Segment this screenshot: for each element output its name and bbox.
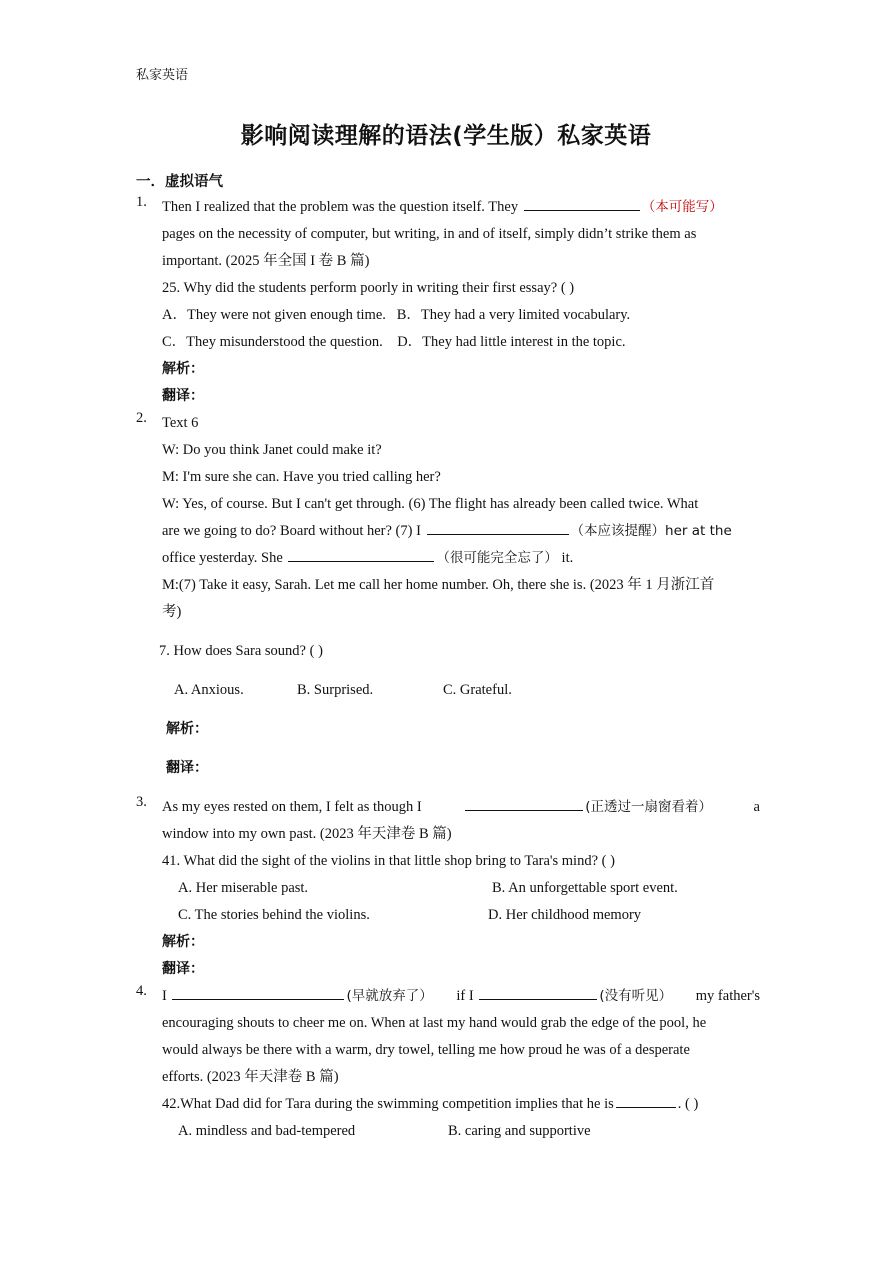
analysis-label: 解析： — [162, 934, 204, 950]
text-line: window into my own past. (2023 年天津卷 B 篇) — [162, 826, 452, 842]
answer-blank — [524, 194, 640, 211]
page-header: 私家英语 — [136, 68, 189, 83]
question-number: 1. — [136, 194, 147, 210]
option-a: A．They were not given enough time. — [162, 307, 386, 323]
text-line: As my eyes rested on them, I felt as though I (正透过一扇窗看着） a — [162, 794, 760, 821]
translation-label: 翻译： — [162, 961, 204, 977]
hint-text: (没有听见） — [599, 988, 673, 1004]
options-row — [178, 902, 760, 929]
question-1 — [136, 194, 760, 410]
answer-blank — [172, 983, 344, 1000]
text-line: M: I'm sure she can. Have you tried calling her? — [162, 469, 441, 485]
option-b: B．They had a very limited vocabulary. — [396, 307, 631, 323]
translation-label: 翻译： — [162, 388, 204, 404]
question-number: 2. — [136, 410, 147, 426]
text-line: W: Do you think Janet could make it? — [162, 442, 382, 458]
option-c: C. Grateful. — [443, 682, 512, 698]
option-a: A. Her miserable past. — [178, 880, 309, 896]
text-line: pages on the necessity of computer, but writing, in and of itself, simply didn’t strike them as — [162, 226, 697, 242]
question-stem: 7. How does Sara sound? ( ) — [159, 643, 323, 659]
question-number: 3. — [136, 794, 147, 810]
hint-text: (早就放弃了） — [346, 988, 433, 1004]
answer-blank — [427, 518, 569, 535]
text-line: office yesterday. She （很可能完全忘了） it. — [162, 545, 760, 572]
options-row — [162, 302, 760, 329]
option-d: D．They had little interest in the topic. — [397, 334, 626, 350]
option-a: A. Anxious. — [174, 682, 244, 698]
hint-text: （很可能完全忘了） — [436, 550, 558, 566]
text-line: Then I realized that the problem was the question itself. They （本可能写） — [162, 194, 760, 221]
options-row — [162, 329, 760, 356]
option-c: C．They misunderstood the question. — [162, 334, 383, 350]
translation-label: 翻译： — [166, 760, 208, 776]
question-stem: 42.What Dad did for Tara during the swimming competition implies that he is . ( ) — [162, 1091, 760, 1118]
answer-blank — [479, 983, 597, 1000]
option-c: C. The stories behind the violins. — [178, 907, 370, 923]
option-b: B. Surprised. — [297, 682, 374, 698]
text-line: M:(7) Take it easy, Sarah. Let me call her home number. Oh, there she is. (2023 年 1 月浙江首 — [162, 577, 715, 593]
options-row — [178, 1118, 760, 1145]
question-4 — [136, 983, 760, 1145]
text-line: Text 6 — [162, 415, 199, 431]
options-row — [178, 875, 760, 902]
question-stem: 25. Why did the students perform poorly in writing their first essay? ( ) — [162, 280, 575, 296]
analysis-label: 解析： — [166, 721, 208, 737]
question-2 — [136, 410, 760, 782]
option-a: A. mindless and bad-tempered — [178, 1123, 356, 1139]
hint-text: （本应该提醒）her at the — [570, 523, 732, 539]
answer-blank — [288, 545, 434, 562]
option-d: D. Her childhood memory — [488, 907, 642, 923]
answer-blank — [465, 794, 583, 811]
text-line: I (早就放弃了） if I (没有听见） my father's — [162, 983, 760, 1010]
document-title: 影响阅读理解的语法(学生版）私家英语 — [240, 123, 652, 149]
text-line: efforts. (2023 年天津卷 B 篇) — [162, 1069, 339, 1085]
question-3 — [136, 794, 760, 983]
question-stem: 41. What did the sight of the violins in that little shop bring to Tara's mind? ( ) — [162, 853, 615, 869]
text-line: 考) — [162, 604, 182, 620]
question-number: 4. — [136, 983, 147, 999]
text-line: important. (2025 年全国 I 卷 B 篇) — [162, 253, 370, 269]
option-b: B. caring and supportive — [448, 1123, 591, 1139]
text-line: encouraging shouts to cheer me on. When at last my hand would grab the edge of the pool, he — [162, 1015, 707, 1031]
options-row — [174, 677, 760, 704]
document-body — [136, 194, 760, 1145]
option-b: B. An unforgettable sport event. — [492, 880, 678, 896]
text-line: would always be there with a warm, dry towel, telling me how proud he was of a desperate — [162, 1042, 690, 1058]
text-line: are we going to do? Board without her? (7) I （本应该提醒）her at the — [162, 518, 760, 545]
section-heading: 一．虚拟语气 — [136, 174, 223, 190]
hint-text: （本可能写） — [641, 199, 723, 215]
analysis-label: 解析： — [162, 361, 204, 377]
hint-text: (正透过一扇窗看着） — [585, 799, 713, 815]
answer-blank — [616, 1091, 676, 1108]
text-line: W: Yes, of course. But I can't get through. (6) The flight has already been called twice. What — [162, 496, 699, 512]
